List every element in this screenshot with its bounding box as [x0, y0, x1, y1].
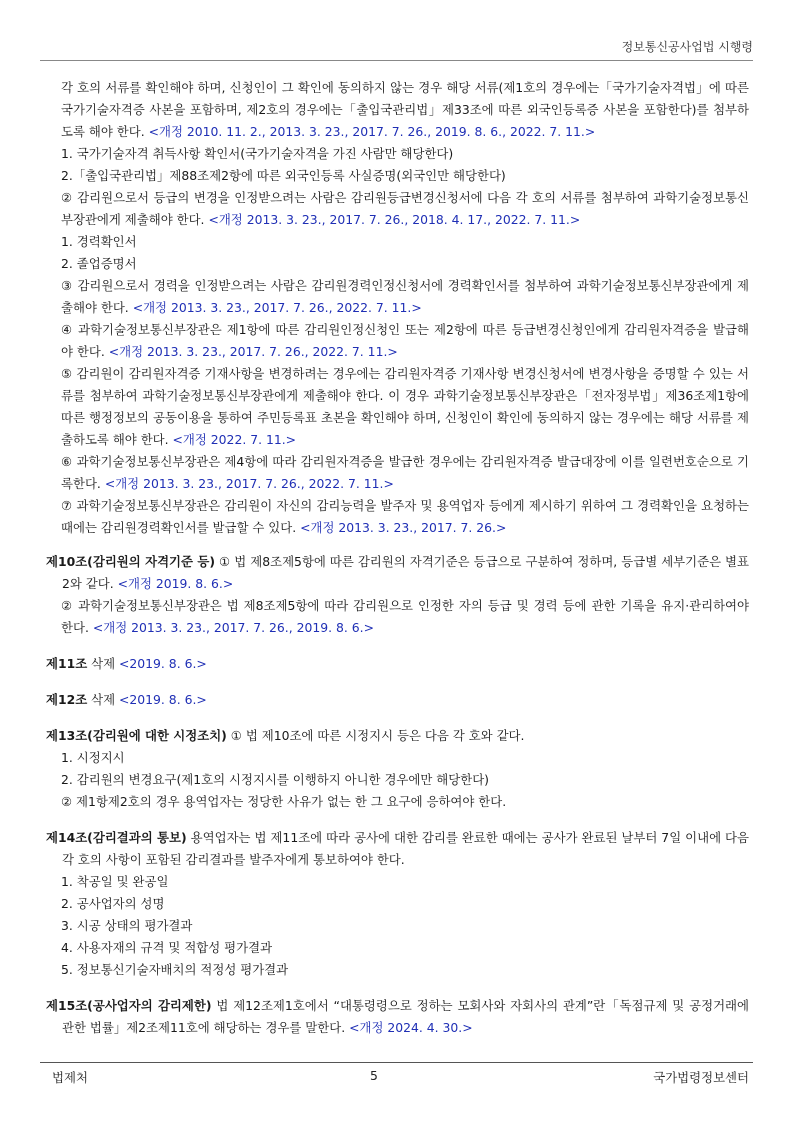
- paragraph-text: ② 감리원으로서 등급의 변경을 인정받으려는 사람은 감리원등급변경신청서에 다음 각 호의 서류를 첨부하여 과학기술정보통신부장관에게 제출해야 한다.: [61, 190, 749, 227]
- list-item: 5. 정보통신기술자배치의 적정성 평가결과: [61, 962, 289, 977]
- article-text: 용역업자는 법 제11조에 따라 공사에 대한 감리를 완료한 때에는 공사가 완료된 날부터 7일 이내에 다음 각 호의 사항이 포함된 감리결과를 발주자에게 통보하여야 한다.: [62, 830, 749, 867]
- amendment-note: <개정 2013. 3. 23., 2017. 7. 26., 2018. 4. 17., 2022. 7. 11.>: [208, 212, 581, 227]
- paragraph-5: [46, 363, 749, 451]
- amendment-note: <개정 2013. 3. 23., 2017. 7. 26., 2022. 7. 11.>: [108, 344, 398, 359]
- amendment-note: <2019. 8. 6.>: [119, 692, 207, 707]
- footer-publisher: 법제처: [52, 1070, 88, 1085]
- article-title: 제11조: [46, 656, 88, 671]
- list-item: 2. 졸업증명서: [61, 256, 137, 271]
- list-item: 3. 시공 상태의 평가결과: [61, 918, 193, 933]
- article-title: 제12조: [46, 692, 88, 707]
- paragraph-4: [46, 319, 749, 363]
- amendment-note: <2019. 8. 6.>: [119, 656, 207, 671]
- article-text: 삭제: [87, 692, 120, 707]
- article-12: [46, 689, 749, 711]
- amendment-note: <개정 2013. 3. 23., 2017. 7. 26.>: [300, 520, 507, 535]
- article-text: 삭제: [87, 656, 120, 671]
- paragraph-6: [46, 451, 749, 495]
- amendment-note: <개정 2024. 4. 30.>: [349, 1020, 473, 1035]
- list-item: 2. 공사업자의 성명: [61, 896, 165, 911]
- article-10: [46, 551, 749, 595]
- list-item: 1. 국가기술자격 취득사항 확인서(국가기술자격을 가진 사람만 해당한다): [61, 146, 454, 161]
- list-item: 2. 감리원의 변경요구(제1호의 시정지시를 이행하지 아니한 경우에만 해당한다): [61, 772, 489, 787]
- paragraph-2: [46, 187, 749, 231]
- paragraph-continued: [46, 77, 749, 143]
- article-13: [46, 725, 749, 747]
- article-text: ① 법 제8조제5항에 따른 감리원의 자격기준은 등급으로 구분하여 정하며, 등급별 세부기준은 별표 2와 같다.: [62, 554, 749, 591]
- page-number: 5: [370, 1068, 378, 1083]
- article-11: [46, 653, 749, 675]
- document-body: [46, 77, 749, 1039]
- amendment-note: <개정 2013. 3. 23., 2017. 7. 26., 2022. 7. 11.>: [132, 300, 422, 315]
- paragraph-text: ② 과학기술정보통신부장관은 법 제8조제5항에 따라 감리원으로 인정한 자의 등급 및 경력 등에 관한 기록을 유지·관리하여야 한다.: [61, 598, 749, 635]
- page-header-title: 정보통신공사업법 시행령: [621, 40, 753, 54]
- list-item: 1. 시정지시: [61, 750, 125, 765]
- header-rule: [40, 60, 753, 61]
- article-10-paragraph-2: [46, 595, 749, 639]
- article-title: 제15조(공사업자의 감리제한): [46, 998, 212, 1013]
- article-title: 제10조(감리원의 자격기준 등): [46, 554, 216, 569]
- paragraph-text: ④ 과학기술정보통신부장관은 제1항에 따른 감리원인정신청인 또는 제2항에 따른 등급변경신청인에게 감리원자격증을 발급해야 한다.: [61, 322, 749, 359]
- paragraph-7: [46, 495, 749, 539]
- list-item: 1. 착공일 및 완공일: [61, 874, 169, 889]
- article-14: [46, 827, 749, 871]
- list-item: 2.「출입국관리법」제88조제2항에 따른 외국인등록 사실증명(외국인만 해당한다): [61, 168, 506, 183]
- article-text: 법 제12조제1호에서 “대통령령으로 정하는 모회사와 자회사의 관계”란「독점규제 및 공정거래에 관한 법률」제2조제11호에 해당하는 경우를 말한다.: [62, 998, 749, 1035]
- paragraph-3: [46, 275, 749, 319]
- paragraph-text: ③ 감리원으로서 경력을 인정받으려는 사람은 감리원경력인정신청서에 경력확인서를 첨부하여 과학기술정보통신부장관에게 제출해야 한다.: [61, 278, 749, 315]
- article-text: ① 법 제10조에 따른 시정지시 등은 다음 각 호와 같다.: [226, 728, 525, 743]
- paragraph-text: 각 호의 서류를 확인해야 하며, 신청인이 그 확인에 동의하지 않는 경우 해당 서류(제1호의 경우에는「국가기술자격법」에 따른 국가기술자격증 사본을 포함하며, 제2호의 경우에는「출입국관리법」제33조에 따른 외국인등록증 사본을 포함한다)를 첨부하도록 해야 한다.: [61, 80, 749, 139]
- article-15: [46, 995, 749, 1039]
- amendment-note: <개정 2013. 3. 23., 2017. 7. 26., 2022. 7. 11.>: [104, 476, 394, 491]
- amendment-note: <개정 2010. 11. 2., 2013. 3. 23., 2017. 7. 26., 2019. 8. 6., 2022. 7. 11.>: [148, 124, 596, 139]
- footer-rule: [40, 1062, 753, 1063]
- list-item: 1. 경력확인서: [61, 234, 137, 249]
- article-title: 제14조(감리결과의 통보): [46, 830, 187, 845]
- amendment-note: <개정 2022. 7. 11.>: [172, 432, 297, 447]
- paragraph-text: ⑤ 감리원이 감리원자격증 기재사항을 변경하려는 경우에는 감리원자격증 기재사항 변경신청서에 변경사항을 증명할 수 있는 서류를 첨부하여 과학기술정보통신부장관에게 제출해야 한다. 이 경우 과학기술정보통신부장관은「전자정부법」제36조제1항에 따른 행정정보의 공동이용을 통하여 주민등록표 초본을 확인해야 하며, 신청인이 확인에 동의하지 않는 경우에는 해당 서류를 제출하도록 해야 한다.: [61, 366, 749, 447]
- article-title: 제13조(감리원에 대한 시정조치): [46, 728, 227, 743]
- paragraph-text: ⑥ 과학기술정보통신부장관은 제4항에 따라 감리원자격증을 발급한 경우에는 감리원자격증 발급대장에 이를 일련번호순으로 기록한다.: [61, 454, 749, 491]
- footer-source: 국가법령정보센터: [653, 1070, 749, 1085]
- article-13-paragraph-2: ② 제1항제2호의 경우 용역업자는 정당한 사유가 없는 한 그 요구에 응하여야 한다.: [61, 794, 507, 809]
- list-item: 4. 사용자재의 규격 및 적합성 평가결과: [61, 940, 273, 955]
- amendment-note: <개정 2013. 3. 23., 2017. 7. 26., 2019. 8. 6.>: [92, 620, 374, 635]
- amendment-note: <개정 2019. 8. 6.>: [117, 576, 234, 591]
- paragraph-text: ⑦ 과학기술정보통신부장관은 감리원이 자신의 감리능력을 발주자 및 용역업자 등에게 제시하기 위하여 그 경력확인을 요청하는 때에는 감리원경력확인서를 발급할 수 있다.: [61, 498, 749, 535]
